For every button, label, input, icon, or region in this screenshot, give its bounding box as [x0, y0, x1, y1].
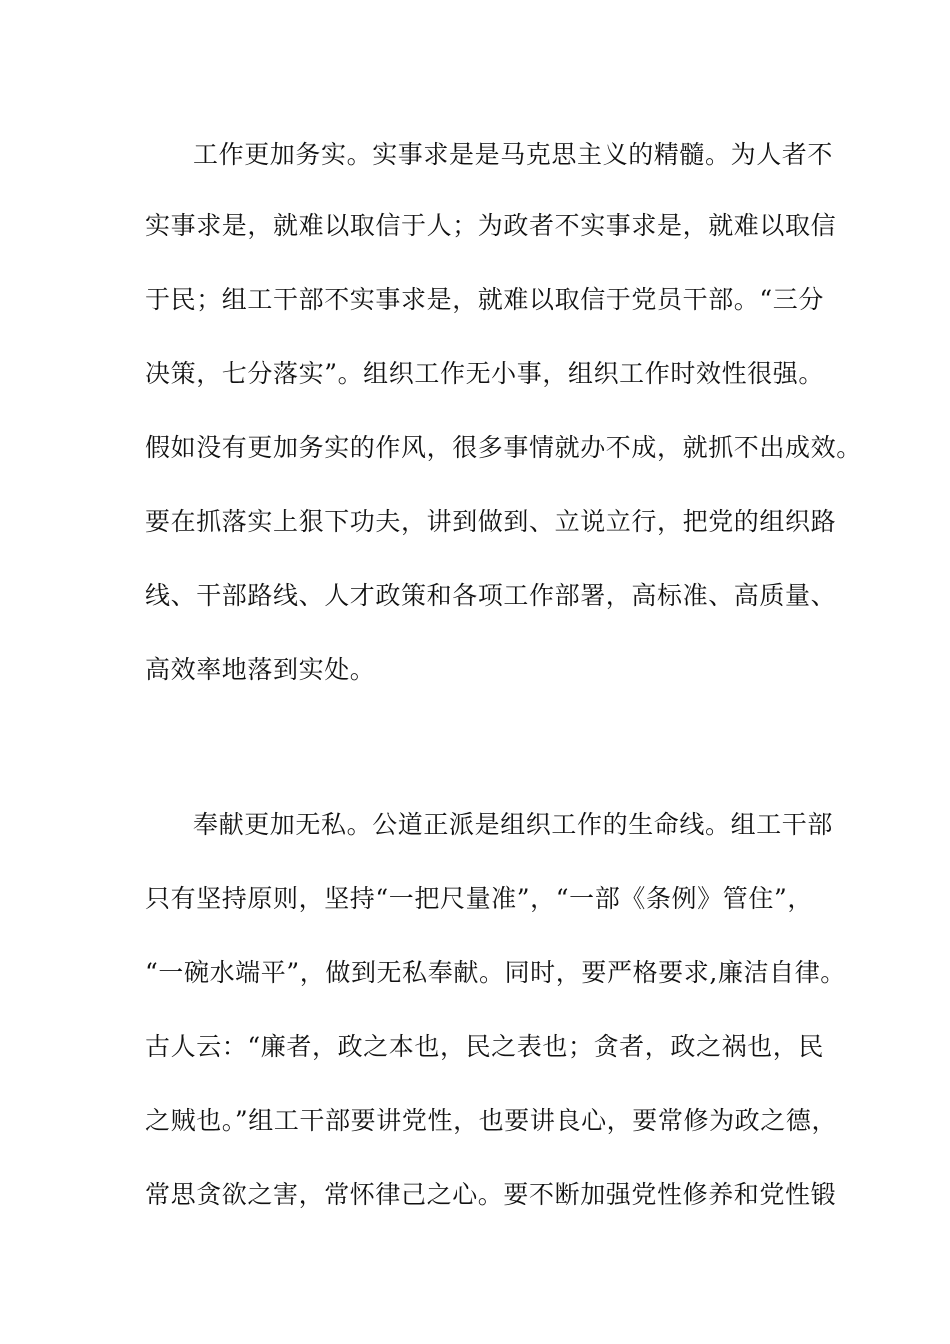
paragraph-line: 要在抓落实上狠下功夫，讲到做到、立说立行，把党的组织路: [145, 507, 837, 536]
paragraph-line: 高效率地落到实处。: [145, 655, 376, 684]
paragraph-line: 古人云：“廉者，政之本也，民之表也；贪者，政之祸也，民: [145, 1032, 824, 1061]
paragraph-line: 于民；组工干部不实事求是，就难以取信于党员干部。“三分: [145, 285, 824, 314]
paragraph-line: 决策，七分落实”。组织工作无小事，组织工作时效性很强。: [145, 359, 824, 388]
paragraph-line: 工作更加务实。实事求是是马克思主义的精髓。为人者不: [193, 140, 834, 169]
paragraph-line: 之贼也。”组工干部要讲党性，也要讲良心，要常修为政之德，: [145, 1106, 838, 1135]
paragraph-line: 奉献更加无私。公道正派是组织工作的生命线。组工干部: [193, 810, 834, 839]
paragraph-line: 假如没有更加务实的作风，很多事情就办不成，就抓不出成效。: [145, 433, 862, 462]
paragraph-line: “一碗水端平”，做到无私奉献。同时，要严格要求,廉洁自律。: [145, 958, 846, 987]
paragraph-line: 线、干部路线、人才政策和各项工作部署，高标准、高质量、: [145, 581, 837, 610]
paragraph-line: 常思贪欲之害，常怀律己之心。要不断加强党性修养和党性锻: [145, 1180, 837, 1209]
paragraph-line: 实事求是，就难以取信于人；为政者不实事求是，就难以取信: [145, 211, 837, 240]
paragraph-line: 只有坚持原则，坚持“一把尺量准”，“一部《条例》管住”，: [145, 884, 813, 913]
